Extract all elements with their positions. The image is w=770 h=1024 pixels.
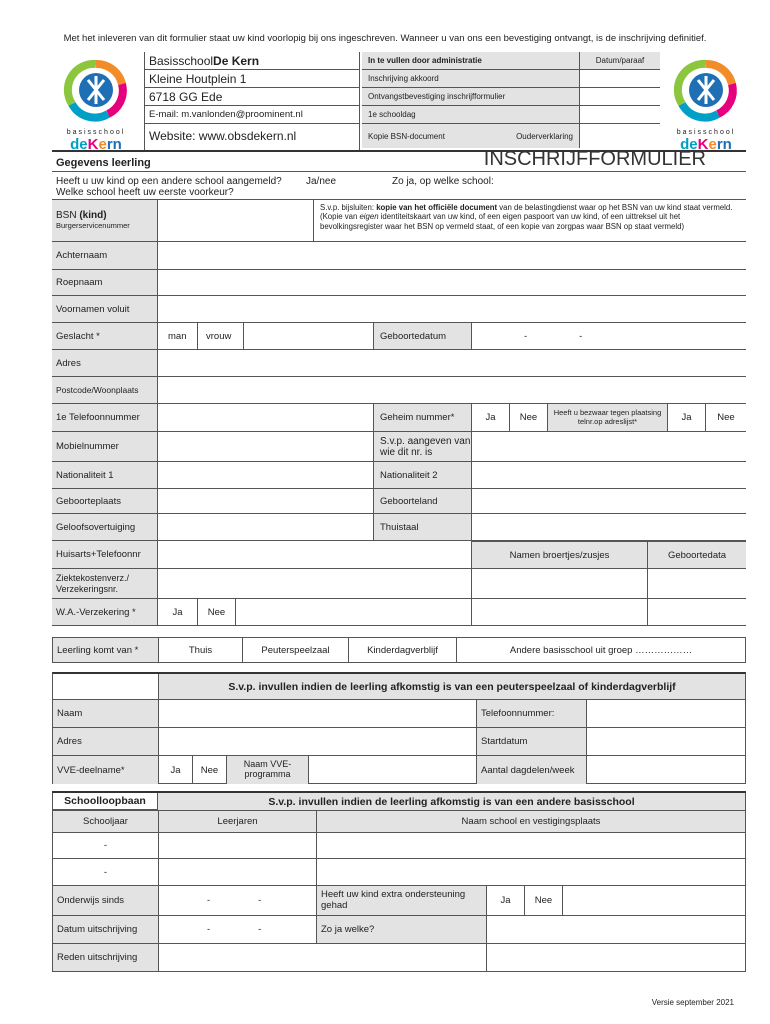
admin-date-header: Datum/paraaf: [595, 56, 645, 65]
achternaam-label: Achternaam: [52, 242, 158, 269]
nationaliteit1-input[interactable]: [158, 462, 374, 488]
dekern-logo-icon: [662, 54, 750, 124]
admin-date-field[interactable]: [580, 124, 660, 148]
school-address: [144, 52, 360, 150]
reden-label: Reden uitschrijving: [53, 944, 159, 971]
logo-name: deKern: [70, 136, 122, 153]
naam-school-input[interactable]: [317, 859, 745, 885]
geloof-label: Geloofsovertuiging: [52, 514, 158, 540]
origin-andere-school-option[interactable]: Andere basisschool uit groep ………………: [509, 644, 693, 656]
logo-name: deKern: [680, 136, 732, 153]
komt-van-label: Leerling komt van *: [53, 638, 159, 662]
welke-label: Zo ja welke?: [317, 916, 487, 943]
admin-date-field[interactable]: [580, 106, 660, 123]
onderwijs-sinds-label: Onderwijs sinds: [53, 886, 159, 915]
origin-kdv-option[interactable]: Kinderdagverblijf: [349, 638, 457, 662]
col-schooljaar: Schooljaar: [53, 811, 159, 832]
preschool-telefoon-label: Telefoonnummer:: [477, 700, 587, 727]
mobiel-owner-input[interactable]: [472, 432, 746, 461]
gender-other-field[interactable]: [244, 323, 374, 349]
schoolloop-title-left: Schoolloopbaan: [52, 793, 158, 810]
student-table: [52, 200, 746, 626]
school-logo-right: [662, 54, 750, 153]
vve-programma-input[interactable]: [309, 756, 477, 784]
huisarts-input[interactable]: [158, 541, 472, 568]
geboorteplaats-label: Geboorteplaats: [52, 489, 158, 513]
geheim-ja-option[interactable]: Ja: [472, 404, 510, 431]
svp-aangeven-label: S.v.p. aangeven van wie dit nr. is: [374, 432, 472, 461]
sibling-birthdate-input[interactable]: [648, 599, 746, 625]
origin-peuter-option[interactable]: Peuterspeelzaal: [243, 638, 349, 662]
welke-input[interactable]: [487, 916, 745, 943]
preschool-adres-label: Adres: [53, 728, 159, 755]
roepnaam-label: Roepnaam: [52, 270, 158, 295]
dagdelen-label: Aantal dagdelen/week: [477, 756, 587, 784]
broertjes-header: Namen broertjes/zusjes: [472, 541, 648, 568]
other-school-row: [52, 172, 746, 200]
which-school-label: Zo ja, op welke school:: [392, 176, 494, 187]
form-title: INSCHRIJFFORMULIER: [483, 148, 706, 170]
vve-label: VVE-deelname*: [53, 756, 159, 784]
geboorteland-label: Geboorteland: [374, 489, 472, 513]
wa-label: W.A.-Verzekering *: [52, 599, 158, 625]
admin-row-label: 1e schooldag: [362, 106, 580, 123]
preschool-title: S.v.p. invullen indien de leerling afkomstig is van een peuterspeelzaal of kinderdagverblijf: [159, 674, 745, 699]
welke-input-continued[interactable]: [487, 944, 745, 971]
roepnaam-input[interactable]: [158, 270, 746, 295]
huisarts-label: Huisarts+Telefoonnr: [52, 541, 158, 568]
sibling-name-input[interactable]: [472, 599, 648, 625]
other-school-question: Heeft u uw kind op een andere school aangemeld?: [56, 176, 282, 187]
extra-filler: [563, 886, 745, 915]
geboortedatum-input[interactable]: - -: [524, 330, 583, 342]
postcode-input[interactable]: [158, 377, 746, 403]
bezwaar-label: Heeft u bezwaar tegen plaatsing telnr.op adreslijst*: [548, 404, 668, 431]
adres-label: Adres: [52, 350, 158, 376]
sibling-birthdate-input[interactable]: [648, 569, 746, 598]
origin-thuis-option[interactable]: Thuis: [159, 638, 243, 662]
geheim-label: Geheim nummer*: [374, 404, 472, 431]
geheim-nee-option[interactable]: Nee: [510, 404, 548, 431]
admin-date-field[interactable]: [580, 88, 660, 105]
leerjaren-input[interactable]: [159, 833, 317, 858]
thuistaal-input[interactable]: [472, 514, 746, 540]
preschool-startdatum-input[interactable]: [587, 728, 745, 755]
admin-row-label: Inschrijving akkoord: [362, 70, 580, 87]
extra-ondersteuning-label: Heeft uw kind extra ondersteuning gehad: [317, 886, 487, 915]
geloof-input[interactable]: [158, 514, 374, 540]
school-city: 6718 GG Ede: [145, 88, 359, 106]
notice-text: Met het inleveren van dit formulier staat uw kind voorlopig bij ons ingeschreven. Wanneer u van ons een bevestiging ontvangt, is de inschrijving definitief.: [63, 33, 707, 44]
extra-nee-option[interactable]: Nee: [525, 886, 563, 915]
dagdelen-input[interactable]: [587, 756, 745, 784]
onderwijs-sinds-input[interactable]: - -: [159, 886, 317, 915]
nationaliteit2-input[interactable]: [472, 462, 746, 488]
ziektekosten-label: Ziektekostenverz./ Verzekeringsnr.: [52, 569, 158, 598]
bsn-note: S.v.p. bijsluiten: kopie van het officiële document van de belastingdienst waar op het BSN van uw kind staat vermeld. (Kopie van eigen identiteitskaart van uw kind, of een eigen paspoort van uw kind, of een uittreksel uit het bevolkingsregister waar het BSN op vermeld staat, of een kopie van zorgpas waar BSN op staat vermeld): [320, 203, 733, 231]
nationaliteit1-label: Nationaliteit 1: [52, 462, 158, 488]
col-leerjaren: Leerjaren: [159, 811, 317, 832]
vve-ja-option[interactable]: Ja: [159, 756, 193, 784]
nationaliteit2-label: Nationaliteit 2: [374, 462, 472, 488]
school-name: Basisschool De Kern: [145, 52, 359, 70]
thuistaal-label: Thuistaal: [374, 514, 472, 540]
first-preference-question: Welke school heeft uw eerste voorkeur?: [56, 187, 234, 198]
achternaam-input[interactable]: [158, 242, 746, 269]
dekern-logo-icon: [52, 54, 140, 124]
admin-row-label: Kopie BSN-document Ouderverklaring: [362, 124, 580, 148]
geboortedata-header: Geboortedata: [648, 541, 746, 568]
section-title: Gegevens leerling: [56, 157, 151, 169]
mobiel-input[interactable]: [158, 432, 374, 461]
vve-nee-option[interactable]: Nee: [193, 756, 227, 784]
schoolloop-title: S.v.p. invullen indien de leerling afkomstig is van een andere basisschool: [158, 793, 746, 810]
preschool-startdatum-label: Startdatum: [477, 728, 587, 755]
ziektekosten-input[interactable]: [158, 569, 472, 598]
reden-input[interactable]: [159, 944, 487, 971]
naam-school-input[interactable]: [317, 833, 745, 858]
col-naam-school: Naam school en vestigingsplaats: [461, 816, 601, 827]
logo-top-text: basisschool: [66, 129, 126, 136]
geboorteplaats-input[interactable]: [158, 489, 374, 513]
tel1-input[interactable]: [158, 404, 374, 431]
wa-filler: [236, 599, 472, 625]
sibling-name-input[interactable]: [472, 569, 648, 598]
school-website: Website: www.obsdekern.nl: [149, 129, 297, 143]
school-logo-left: [52, 54, 140, 153]
school-street: Kleine Houtplein 1: [145, 70, 359, 88]
voornamen-label: Voornamen voluit: [52, 296, 158, 322]
wa-nee-option[interactable]: Nee: [198, 599, 236, 625]
admin-header: In te vullen door administratie: [362, 52, 580, 69]
school-email: E-mail: m.vanlonden@proominent.nl: [145, 106, 359, 124]
admin-date-field[interactable]: [580, 70, 660, 87]
tel1-label: 1e Telefoonnummer: [52, 404, 158, 431]
adres-input[interactable]: [158, 350, 746, 376]
logo-top-text: basisschool: [676, 129, 736, 136]
schooljaar-input[interactable]: -: [53, 859, 159, 885]
version-text: Versie september 2021: [651, 998, 734, 1007]
schoolloop-section: [52, 791, 746, 973]
leerjaren-input[interactable]: [159, 859, 317, 885]
wa-ja-option[interactable]: Ja: [158, 599, 198, 625]
uitschrijving-label: Datum uitschrijving: [53, 916, 159, 943]
preschool-naam-input[interactable]: [159, 700, 477, 727]
origin-row: [52, 637, 746, 663]
bsn-label: BSN (kind) Burgerservicenummer: [52, 200, 158, 241]
bezwaar-nee-option[interactable]: Nee: [717, 412, 735, 423]
postcode-label: Postcode/Woonplaats: [52, 377, 158, 403]
preschool-naam-label: Naam: [53, 700, 159, 727]
voornamen-input[interactable]: [158, 296, 746, 322]
preschool-adres-input[interactable]: [159, 728, 477, 755]
geboortedatum-label: Geboortedatum: [374, 323, 472, 349]
schooljaar-input[interactable]: -: [53, 833, 159, 858]
bsn-input[interactable]: [158, 200, 314, 241]
gender-vrouw-option[interactable]: vrouw: [198, 323, 244, 349]
geslacht-label: Geslacht *: [52, 323, 158, 349]
admin-box: [362, 52, 660, 150]
uitschrijving-input[interactable]: - -: [159, 916, 317, 943]
vve-programma-label: Naam VVE-programma: [227, 756, 309, 784]
bezwaar-ja-option[interactable]: Ja: [668, 404, 706, 431]
gender-man-option[interactable]: man: [158, 323, 198, 349]
mobiel-label: Mobielnummer: [52, 432, 158, 461]
geboorteland-input[interactable]: [472, 489, 746, 513]
student-section-header: [52, 150, 746, 172]
preschool-section: [52, 672, 746, 784]
preschool-telefoon-input[interactable]: [587, 700, 745, 727]
yes-no-label: Ja/nee: [306, 176, 337, 187]
admin-row-label: Ontvangstbevestiging inschrijfformulier: [362, 88, 580, 105]
extra-ja-option[interactable]: Ja: [487, 886, 525, 915]
